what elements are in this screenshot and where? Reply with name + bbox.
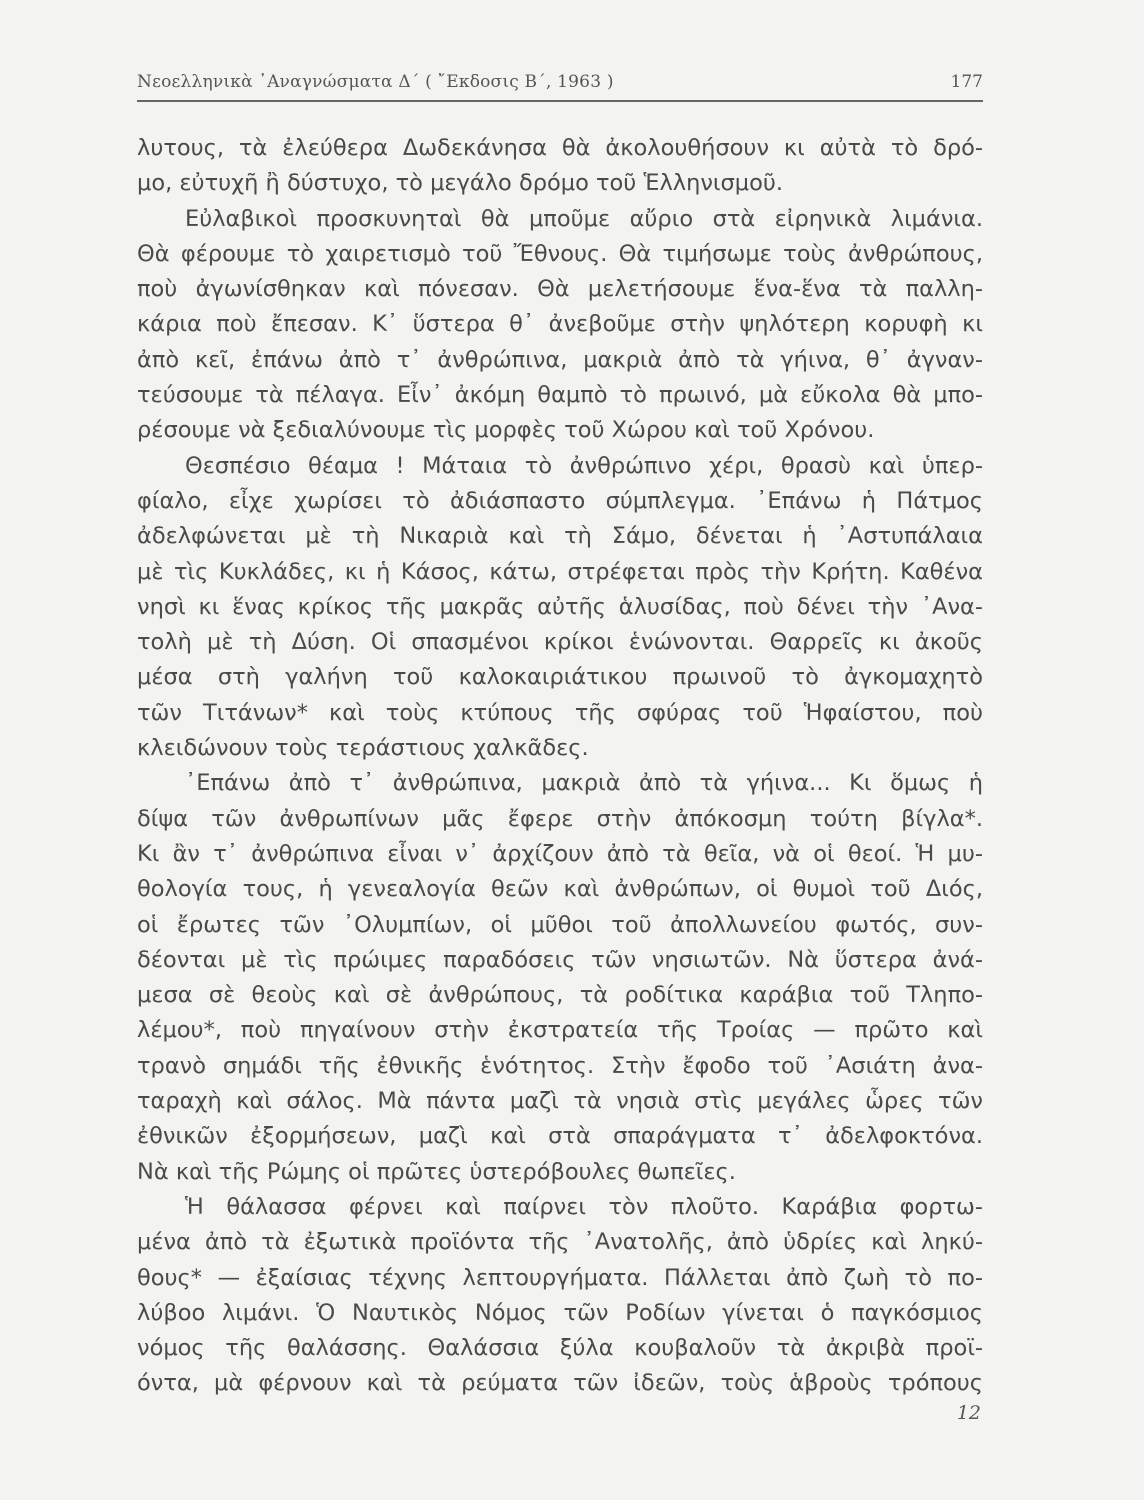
running-title: Νεοελληνικὰ ᾿Αναγνώσματα Δ΄ ( ῎Εκδοσις Β΄, 1963 ) (137, 72, 614, 92)
text-line: τολὴ μὲ τὴ Δύση. Οἱ σπασμένοι κρίκοι ἑνώνονται. Θαρρεῖς κι ἀκοῦς (137, 629, 983, 656)
text-line: οἱ ἔρωτες τῶν ᾿Ολυμπίων, οἱ μῦθοι τοῦ ἀπολλωνείου φωτός, συν- (137, 911, 983, 938)
paragraph (137, 449, 983, 767)
text-line: ποὺ ἀγωνίσθηκαν καὶ πόνεσαν. Θὰ μελετήσουμε ἕνα-ἕνα τὰ παλλη- (137, 276, 983, 303)
page-body (137, 131, 983, 1402)
text-line: τρανὸ σημάδι τῆς ἐθνικῆς ἑνότητος. Στὴν ἔφοδο τοῦ ᾿Ασιάτη ἀνα- (137, 1052, 983, 1079)
text-line: ρέσουμε νὰ ξεδιαλύνουμε τὶς μορφὲς τοῦ Χώρου καὶ τοῦ Χρόνου. (137, 417, 875, 444)
text-line: θους* — ἐξαίσιας τέχνης λεπτουργήματα. Πάλλεται ἀπὸ ζωὴ τὸ πο- (137, 1264, 983, 1291)
text-line: Ἡ θάλασσα φέρνει καὶ παίρνει τὸν πλοῦτο. Καράβια φορτω- (185, 1193, 983, 1220)
text-line: τεύσουμε τὰ πέλαγα. Εἶν᾿ ἀκόμη θαμπὸ τὸ πρωινό, μὰ εὔκολα θὰ μπο- (137, 382, 983, 409)
text-line: μεσα σὲ θεοὺς καὶ σὲ ἀνθρώπους, τὰ ροδίτικα καράβια τοῦ Τληπο- (137, 982, 983, 1009)
running-header (137, 68, 983, 98)
text-line: ἐθνικῶν ἐξορμήσεων, μαζὶ καὶ στὰ σπαράγματα τ᾿ ἀδελφοκτόνα. (137, 1123, 983, 1150)
text-line: νησὶ κι ἕνας κρίκος τῆς μακρᾶς αὐτῆς ἁλυσίδας, ποὺ δένει τὴν ᾿Ανα- (137, 593, 983, 620)
text-line: μὲ τὶς Κυκλάδες, κι ἡ Κάσος, κάτω, στρέφεται πρὸς τὴν Κρήτη. Καθένα (137, 558, 983, 585)
text-line: δίψα τῶν ἀνθρωπίνων μᾶς ἔφερε στὴν ἀπόκοσμη τούτη βίγλα*. (137, 805, 983, 832)
text-line: Κι ἂν τ᾿ ἀνθρώπινα εἶναι ν᾿ ἀρχίζουν ἀπὸ τὰ θεῖα, νὰ οἱ θεοί. Ἡ μυ- (137, 840, 983, 867)
paragraph (137, 1190, 983, 1402)
paragraph (137, 131, 983, 202)
text-line: Θεσπέσιο θέαμα ! Μάταια τὸ ἀνθρώπινο χέρι, θρασὺ καὶ ὑπερ- (185, 452, 983, 479)
paragraph (137, 766, 983, 1190)
text-line: ταραχὴ καὶ σάλος. Μὰ πάντα μαζὶ τὰ νησιὰ στὶς μεγάλες ὧρες τῶν (137, 1088, 983, 1115)
text-line: λυτους, τὰ ἐλεύθερα Δωδεκάνησα θὰ ἀκολουθήσουν κι αὐτὰ τὸ δρό- (137, 135, 983, 161)
text-line: Νὰ καὶ τῆς Ρώμης οἱ πρῶτες ὑστερόβουλες θωπεῖες. (137, 1158, 736, 1185)
header-rule (137, 100, 983, 102)
text-line: λύβοο λιμάνι. Ὁ Ναυτικὸς Νόμος τῶν Ροδίων γίνεται ὁ παγκόσμιος (137, 1299, 983, 1326)
paragraph (137, 202, 983, 449)
signature-mark: 12 (956, 1402, 981, 1424)
text-line: μέσα στὴ γαλήνη τοῦ καλοκαιριάτικου πρωινοῦ τὸ ἀγκομαχητὸ (137, 664, 983, 691)
text-line: ᾿Επάνω ἀπὸ τ᾿ ἀνθρώπινα, μακριὰ ἀπὸ τὰ γήινα... Κι ὅμως ἡ (185, 770, 983, 797)
text-line: όντα, μὰ φέρνουν καὶ τὰ ρεύματα τῶν ἰδεῶν, τοὺς ἁβροὺς τρόπους (137, 1370, 983, 1397)
text-line: κλειδώνουν τοὺς τεράστιους χαλκᾶδες. (137, 735, 589, 762)
text-line: φίαλο, εἶχε χωρίσει τὸ ἀδιάσπαστο σύμπλεγμα. ᾿Επάνω ἡ Πάτμος (137, 487, 983, 514)
text-line: θολογία τους, ἡ γενεαλογία θεῶν καὶ ἀνθρώπων, οἱ θυμοὶ τοῦ Διός, (137, 876, 983, 903)
text-line: μένα ἀπὸ τὰ ἐξωτικὰ προϊόντα τῆς ᾿Ανατολῆς, ἀπὸ ὑδρίες καὶ ληκύ- (137, 1229, 983, 1256)
text-line: λέμου*, ποὺ πηγαίνουν στὴν ἐκστρατεία τῆς Τροίας — πρῶτο καὶ (137, 1017, 983, 1044)
text-line: τῶν Τιτάνων* καὶ τοὺς κτύπους τῆς σφύρας τοῦ Ἡφαίστου, ποὺ (137, 699, 983, 726)
text-line: νόμος τῆς θαλάσσης. Θαλάσσια ξύλα κουβαλοῦν τὰ ἀκριβὰ προϊ- (137, 1335, 983, 1362)
text-line: μο, εὐτυχῆ ἢ δύστυχο, τὸ μεγάλο δρόμο τοῦ Ἑλληνισμοῦ. (137, 170, 784, 197)
page-number: 177 (950, 72, 983, 92)
text-line: ἀδελφώνεται μὲ τὴ Νικαριὰ καὶ τὴ Σάμο, δένεται ἡ ᾿Αστυπάλαια (137, 523, 983, 550)
text-line: Θὰ φέρουμε τὸ χαιρετισμὸ τοῦ Ἔθνους. Θὰ τιμήσωμε τοὺς ἀνθρώπους, (137, 240, 983, 267)
text-line: ἀπὸ κεῖ, ἐπάνω ἀπὸ τ᾿ ἀνθρώπινα, μακριὰ ἀπὸ τὰ γήινα, θ᾿ ἀγναν- (137, 346, 983, 373)
text-line: δέονται μὲ τὶς πρώιμες παραδόσεις τῶν νησιωτῶν. Νὰ ὕστερα ἀνά- (137, 946, 983, 973)
text-line: κάρια ποὺ ἔπεσαν. Κ᾿ ὕστερα θ᾿ ἀνεβοῦμε στὴν ψηλότερη κορυφὴ κι (137, 311, 983, 338)
text-line: Εὐλαβικοὶ προσκυνηταὶ θὰ μποῦμε αὔριο στὰ εἰρηνικὰ λιμάνια. (185, 205, 983, 232)
